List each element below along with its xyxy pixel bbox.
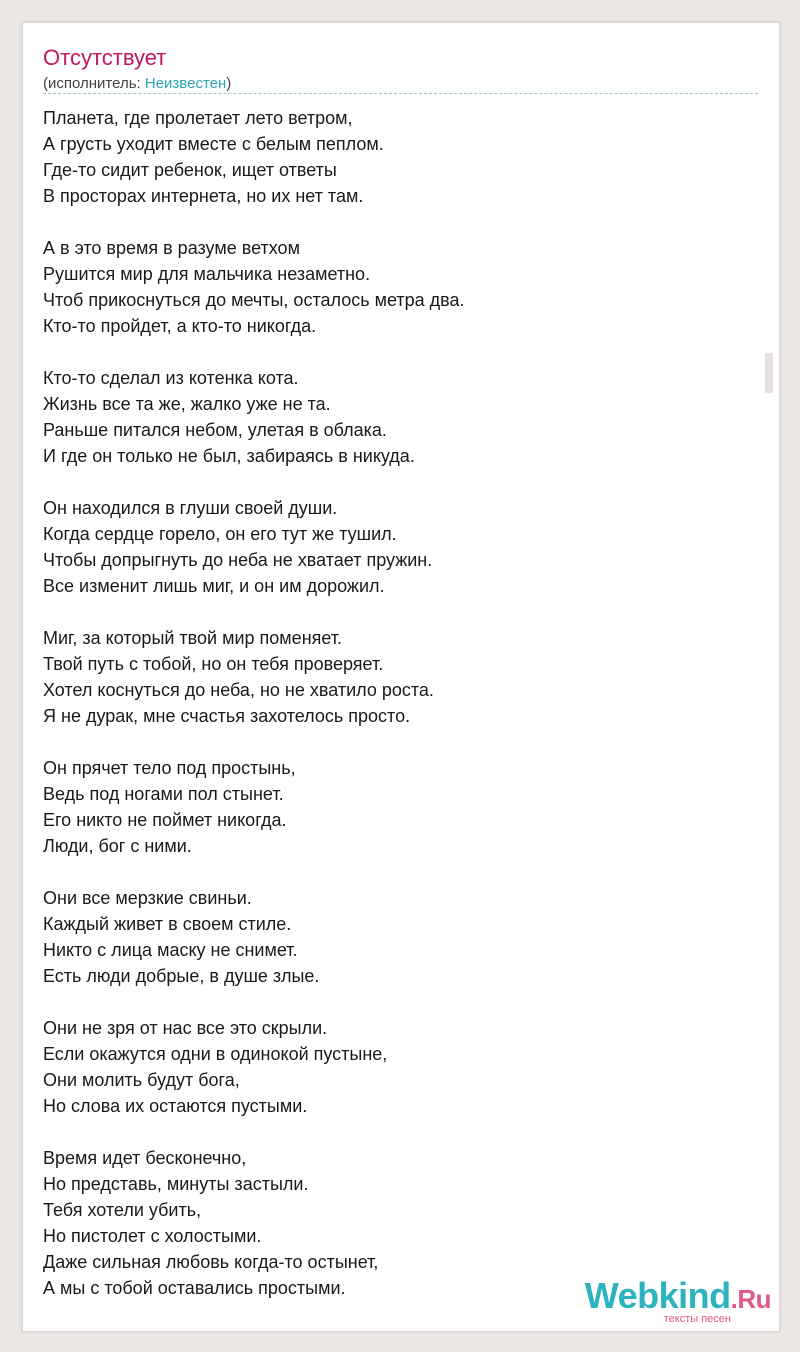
lyrics-card [22,22,780,1332]
lyrics-line: Жизнь все та же, жалко уже не та. [43,394,331,414]
lyrics-line: И где он только не был, забираясь в никуда. [43,446,415,466]
lyrics-line: Но пистолет с холостыми. [43,1226,262,1246]
lyrics-line: Когда сердце горело, он его тут же тушил. [43,524,397,544]
lyrics-stanza [43,235,753,339]
lyrics-line: Каждый живет в своем стиле. [43,914,292,934]
lyrics-body [43,105,753,1327]
lyrics-stanza [43,495,753,599]
lyrics-line: Он прячет тело под простынь, [43,758,296,778]
lyrics-line: Его никто не поймет никогда. [43,810,287,830]
lyrics-stanza [43,755,753,859]
lyrics-line: Но представь, минуты застыли. [43,1174,309,1194]
lyrics-line: Твой путь с тобой, но он тебя проверяет. [43,654,384,674]
site-logo[interactable] [584,1275,771,1325]
artist-suffix: ) [226,75,232,92]
lyrics-line: Раньше питался небом, улетая в облака. [43,420,387,440]
lyrics-line: Кто-то пройдет, а кто-то никогда. [43,316,317,336]
lyrics-line: А грусть уходит вместе с белым пеплом. [43,134,384,154]
logo-main-text: Webkind [584,1275,731,1316]
lyrics-line: Планета, где пролетает лето ветром, [43,108,353,128]
lyrics-line: Чтобы допрыгнуть до неба не хватает пружин. [43,550,433,570]
lyrics-line: Если окажутся одни в одинокой пустыне, [43,1044,388,1064]
lyrics-line: Хотел коснуться до неба, но не хватило роста. [43,680,434,700]
lyrics-stanza [43,625,753,729]
lyrics-line: Ведь под ногами пол стынет. [43,784,284,804]
logo-tld: .Ru [730,1284,771,1314]
lyrics-line: В просторах интернета, но их нет там. [43,186,364,206]
lyrics-stanza [43,365,753,469]
lyrics-line: Тебя хотели убить, [43,1200,202,1220]
lyrics-line: Есть люди добрые, в душе злые. [43,966,320,986]
artist-line [43,75,231,93]
lyrics-line: Рушится мир для мальчика незаметно. [43,264,371,284]
logo-subtitle: тексты песен [663,1313,731,1325]
lyrics-line: Никто с лица маску не снимет. [43,940,298,960]
lyrics-line: Я не дурак, мне счастья захотелось просто. [43,706,411,726]
song-title: Отсутствует [43,45,167,70]
lyrics-line: Чтоб прикоснуться до мечты, осталось метра два. [43,290,465,310]
lyrics-line: Даже сильная любовь когда-то остынет, [43,1252,379,1272]
lyrics-line: Кто-то сделал из котенка кота. [43,368,299,388]
scroll-marker [765,353,773,393]
lyrics-line: Но слова их остаются пустыми. [43,1096,308,1116]
artist-link[interactable]: Неизвестен [144,75,227,92]
lyrics-line: Они не зря от нас все это скрыли. [43,1018,328,1038]
lyrics-line: Они молить будут бога, [43,1070,240,1090]
lyrics-line: Все изменит лишь миг, и он им дорожил. [43,576,385,596]
lyrics-line: Миг, за который твой мир поменяет. [43,628,343,648]
lyrics-line: Время идет бесконечно, [43,1148,247,1168]
logo-wordmark [584,1275,771,1317]
lyrics-line: А мы с тобой оставались простыми. [43,1278,346,1298]
lyrics-stanza [43,105,753,209]
lyrics-line: А в это время в разуме ветхом [43,238,300,258]
lyrics-line: Он находился в глуши своей души. [43,498,338,518]
lyrics-stanza [43,885,753,989]
lyrics-line: Где-то сидит ребенок, ищет ответы [43,160,337,180]
lyrics-line: Люди, бог с ними. [43,836,192,856]
lyrics-line: Они все мерзкие свиньи. [43,888,252,908]
title-divider [43,93,758,94]
artist-prefix: (исполнитель: [43,75,145,92]
lyrics-stanza [43,1015,753,1119]
